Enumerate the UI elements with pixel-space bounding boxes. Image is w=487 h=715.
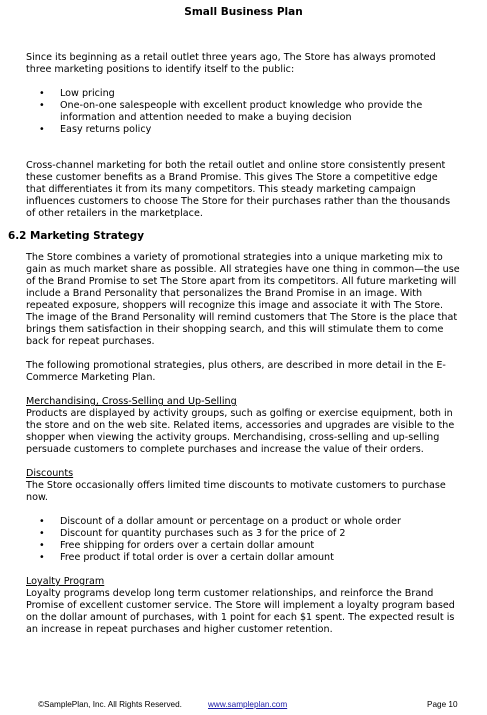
- loyalty-heading: Loyalty Program: [26, 576, 105, 587]
- list-item: • One-on-one salespeople with excellent product knowledge who provide the information and attention needed to make a buying decision: [26, 100, 460, 124]
- website-link[interactable]: www.sampleplan.com: [208, 700, 288, 709]
- list-item: • Free product if total order is over a certain dollar amount: [26, 552, 460, 564]
- cross-channel-paragraph: Cross-channel marketing for both the retail outlet and online store consistently present these customer benefits as a Brand Promise. This gives The Store a competitive edge that differentiates it from its many competitors. This steady marketing campaign influences customers to choose The Store for their purchases rather than the thousands of other retailers in the marketplace.: [26, 160, 451, 219]
- discounts-list: [26, 516, 460, 564]
- loyalty-text: Loyalty programs develop long term customer relationships, and reinforce the Brand Promise of excellent customer service. The Store will implement a loyalty program based on the dollar amount of purchases, with 1 point for each $1 spent. The expected result is an increase in repeat purchases and higher customer retention.: [26, 588, 455, 635]
- list-item: • Discount for quantity purchases such as 3 for the price of 2: [26, 528, 460, 540]
- list-item: • Easy returns policy: [26, 124, 460, 136]
- discounts-text: The Store occasionally offers limited time discounts to motivate customers to purchase now.: [26, 480, 446, 503]
- document-header-title: Small Business Plan: [184, 6, 303, 18]
- list-item: • Low pricing: [26, 88, 460, 100]
- list-item: • Free shipping for orders over a certain dollar amount: [26, 540, 460, 552]
- copyright-text: ©SamplePlan, Inc. All Rights Reserved.: [38, 700, 182, 709]
- strategy-paragraph-2: The following promotional strategies, plus others, are described in more detail in the E-Commerce Marketing Plan.: [26, 360, 446, 383]
- merchandising-text: Products are displayed by activity groups, such as golfing or exercise equipment, both in the store and on the web site. Related items, accessories and upgrades are visible to the shopper when viewing the activity groups. Merchandising, cross-selling and up-selling persuade customers to complete purchases and increase the value of their orders.: [26, 408, 455, 455]
- intro-paragraph: Since its beginning as a retail outlet three years ago, The Store has always promoted three marketing positions to identify itself to the public:: [26, 52, 436, 75]
- discounts-heading: Discounts: [26, 468, 74, 479]
- page-number: Page 10: [427, 700, 458, 709]
- merchandising-heading: Merchandising, Cross-Selling and Up-Selling: [26, 396, 237, 407]
- section-heading: 6.2 Marketing Strategy: [8, 230, 144, 242]
- document-body: [8, 52, 460, 636]
- strategy-paragraph: The Store combines a variety of promotional strategies into a unique marketing mix to gain as much market share as possible. All strategies have one thing in common—the use of the Brand Promise to set The Store apart from its competitors. All future marketing will include a Brand Personality that personalizes the Brand Promise in an image. With repeated exposure, shoppers will recognize this image and associate it with The Store. The image of the Brand Personality will remind customers that The Store is the place that brings them satisfaction in their shopping search, and this will stimulate them to come back for repeat purchases.: [26, 252, 460, 347]
- list-item: • Discount of a dollar amount or percentage on a product or whole order: [26, 516, 460, 528]
- marketing-positions-list: [26, 88, 460, 136]
